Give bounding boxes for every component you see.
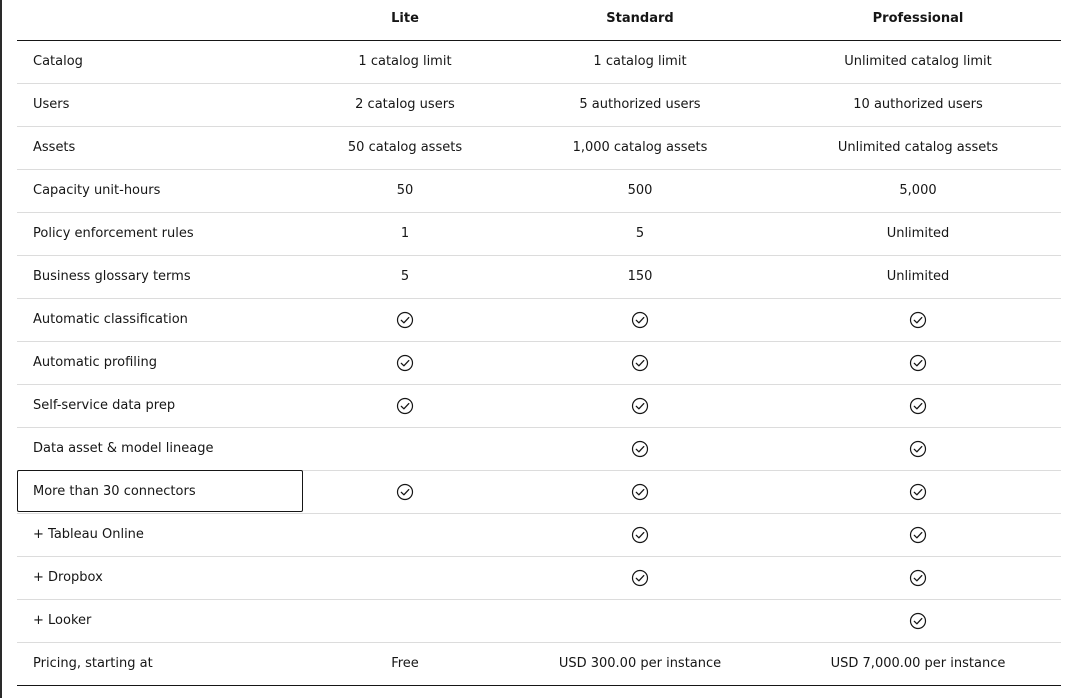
plan-comparison-table <box>17 0 1061 686</box>
cell-standard: USD 300.00 per instance <box>558 656 722 671</box>
checkmark-circle-icon <box>631 569 649 587</box>
checkmark-circle-icon <box>909 569 927 587</box>
cell-professional: Unlimited <box>886 269 950 284</box>
table-row <box>17 41 1061 84</box>
checkmark-circle-icon <box>909 311 927 329</box>
cell-professional: Unlimited catalog assets <box>837 140 999 155</box>
checkmark-circle-icon <box>396 354 414 372</box>
table-row <box>17 170 1061 213</box>
cell-standard: 500 <box>627 183 653 198</box>
checkmark-circle-icon <box>909 354 927 372</box>
column-header-standard: Standard <box>606 11 674 26</box>
checkmark-circle-icon <box>631 483 649 501</box>
checkmark-circle-icon <box>396 397 414 415</box>
cell-standard: 1 catalog limit <box>593 54 687 69</box>
feature-label: + Looker <box>33 613 92 628</box>
feature-label: Business glossary terms <box>33 269 191 284</box>
checkmark-circle-icon <box>631 440 649 458</box>
feature-label: Automatic profiling <box>33 355 157 370</box>
feature-label: Users <box>33 97 70 112</box>
column-header-professional: Professional <box>872 11 964 26</box>
feature-label: Catalog <box>33 54 83 69</box>
cell-standard: 5 authorized users <box>579 97 701 112</box>
checkmark-circle-icon <box>631 354 649 372</box>
feature-label: Self-service data prep <box>33 398 176 413</box>
feature-label: More than 30 connectors <box>33 484 196 499</box>
cell-lite: 1 catalog limit <box>358 54 452 69</box>
cell-lite: 2 catalog users <box>355 97 455 112</box>
cell-standard: 5 <box>635 226 645 241</box>
table-row <box>17 514 1061 557</box>
table-body <box>17 41 1061 686</box>
table-row <box>17 213 1061 256</box>
cell-lite: 50 <box>396 183 414 198</box>
table-row <box>17 557 1061 600</box>
cell-lite: 5 <box>400 269 410 284</box>
table-row <box>17 385 1061 428</box>
checkmark-circle-icon <box>909 612 927 630</box>
table-header-row <box>17 0 1061 41</box>
checkmark-circle-icon <box>909 397 927 415</box>
cell-standard: 150 <box>627 269 653 284</box>
table-row <box>17 127 1061 170</box>
checkmark-circle-icon <box>631 311 649 329</box>
table-row <box>17 342 1061 385</box>
table-row <box>17 428 1061 471</box>
table-row <box>17 471 1061 514</box>
checkmark-circle-icon <box>909 526 927 544</box>
cell-professional: Unlimited <box>886 226 950 241</box>
feature-label: Policy enforcement rules <box>33 226 194 241</box>
table-row <box>17 299 1061 342</box>
checkmark-circle-icon <box>396 483 414 501</box>
cell-professional: USD 7,000.00 per instance <box>830 656 1006 671</box>
feature-label: Automatic classification <box>33 312 188 327</box>
feature-label: + Tableau Online <box>33 527 144 542</box>
checkmark-circle-icon <box>631 526 649 544</box>
cell-professional: 5,000 <box>899 183 937 198</box>
cell-lite: 50 catalog assets <box>347 140 463 155</box>
window-left-edge <box>0 0 2 698</box>
feature-label: Capacity unit-hours <box>33 183 161 198</box>
checkmark-circle-icon <box>909 483 927 501</box>
table-row <box>17 600 1061 643</box>
feature-label: + Dropbox <box>33 570 103 585</box>
checkmark-circle-icon <box>396 311 414 329</box>
table-row <box>17 643 1061 686</box>
cell-professional: 10 authorized users <box>853 97 983 112</box>
cell-professional: Unlimited catalog limit <box>844 54 992 69</box>
checkmark-circle-icon <box>631 397 649 415</box>
cell-standard: 1,000 catalog assets <box>572 140 708 155</box>
cell-lite: 1 <box>400 226 410 241</box>
cell-lite: Free <box>391 656 419 671</box>
feature-label: Data asset & model lineage <box>33 441 214 456</box>
table-row <box>17 84 1061 127</box>
feature-label: Pricing, starting at <box>33 656 153 671</box>
table-row <box>17 256 1061 299</box>
column-header-lite: Lite <box>391 11 419 26</box>
feature-label: Assets <box>33 140 76 155</box>
checkmark-circle-icon <box>909 440 927 458</box>
